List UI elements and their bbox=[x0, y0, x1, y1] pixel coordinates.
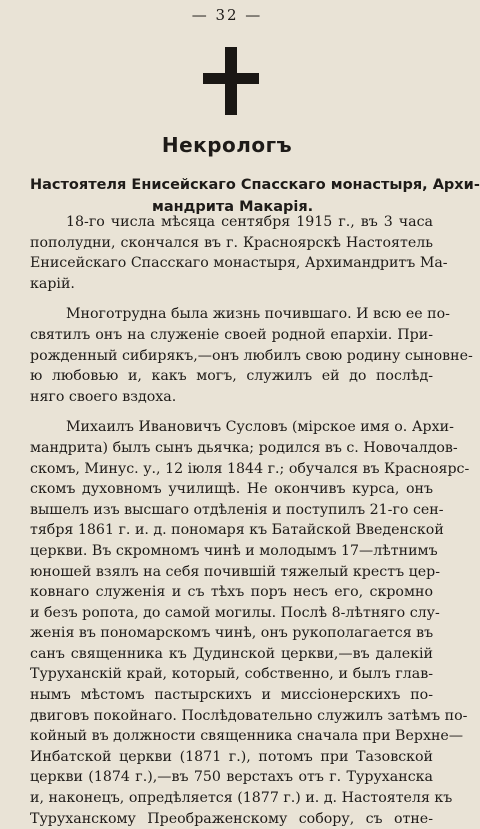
text-line: скомъ духовномъ училищѣ. Не окончивъ курса, онъ bbox=[30, 481, 433, 498]
text-line: скомъ, Минус. у., 12 іюля 1844 г.; обучался въ Красноярс- bbox=[30, 460, 470, 477]
text-line: женія въ пономарскомъ чинѣ, онъ рукополагается въ bbox=[30, 625, 434, 642]
text-line: ю любовью и, какъ могъ, служилъ ей до послѣд- bbox=[30, 368, 433, 385]
text-line: койный въ должности священника сначала при Верхне— bbox=[30, 728, 464, 745]
text-line: няго своего вздоха. bbox=[30, 388, 177, 405]
text-line: святилъ онъ на служеніе своей родной епархіи. При- bbox=[30, 326, 433, 343]
text-line: церкви (1874 г.),—въ 750 верстахъ отъ г. Туруханска bbox=[30, 769, 433, 786]
text-line: рожденный сибирякъ,—онъ любилъ свою родину сыновне- bbox=[30, 347, 473, 364]
text-line: нымъ мѣстомъ пастырскихъ и миссіонерскихъ по- bbox=[30, 687, 433, 704]
text-line: Инбатской церкви (1871 г.), потомъ при Тазовской bbox=[30, 748, 433, 765]
obituary-body bbox=[30, 212, 473, 829]
text-line: Туруханскій край, который, собственно, и былъ глав- bbox=[30, 666, 433, 683]
subheading-line: мандрита Макарія. bbox=[152, 199, 314, 215]
text-line: санъ священника къ Дудинской церкви,—въ далекій bbox=[30, 645, 433, 662]
text-line: церкви. Въ скромномъ чинѣ и молодымъ 17—лѣтнимъ bbox=[30, 542, 438, 559]
paragraph bbox=[30, 417, 470, 829]
text-line: пополудни, скончался въ г. Красноярскѣ Настоятель bbox=[30, 234, 433, 251]
text-line: 18-го числа мѣсяца сентября 1915 г., въ 3 часа bbox=[66, 214, 433, 230]
text-line: Михаилъ Ивановичъ Сусловъ (мірское имя о. Архи- bbox=[66, 419, 454, 436]
text-line: юношей взялъ на себя почившій тяжелый крестъ цер- bbox=[30, 563, 440, 580]
subheading-line: Настоятеля Енисейскаго Спасскаго монастыря, Архи- bbox=[30, 177, 480, 193]
text-line: двиговъ покойнаго. Послѣдовательно служилъ затѣмъ по- bbox=[30, 707, 468, 724]
obituary-heading: Некрологъ bbox=[161, 133, 293, 157]
text-line: карій. bbox=[30, 275, 75, 292]
paragraph bbox=[30, 304, 473, 407]
text-line: ковнаго служенія и съ тѣхъ поръ несъ его, скромно bbox=[30, 584, 433, 601]
text-line: мандрита) былъ сынъ дьячка; родился въ с. Новочалдов- bbox=[30, 439, 458, 456]
text-line: Туруханскому Преображенскому собору, съ отне- bbox=[30, 810, 433, 827]
text-line: тября 1861 г. и. д. пономаря къ Батайской Введенской bbox=[30, 522, 444, 539]
text-line: вышелъ изъ высшаго отдѣленія и поступилъ 21-го сен- bbox=[30, 501, 444, 518]
paragraph bbox=[30, 212, 448, 294]
page-number: — 32 — bbox=[191, 6, 263, 24]
cross-icon bbox=[203, 47, 259, 115]
text-line: Енисейскаго Спасскаго монастыря, Архимандритъ Ма- bbox=[30, 255, 448, 272]
text-line: Многотрудна была жизнь почившаго. И всю ее по- bbox=[66, 306, 450, 323]
text-line: и безъ ропота, до самой могилы. Послѣ 8-лѣтняго слу- bbox=[30, 604, 440, 621]
text-line: и, наконецъ, опредѣляется (1877 г.) и. д. Настоятеля къ bbox=[30, 790, 453, 807]
